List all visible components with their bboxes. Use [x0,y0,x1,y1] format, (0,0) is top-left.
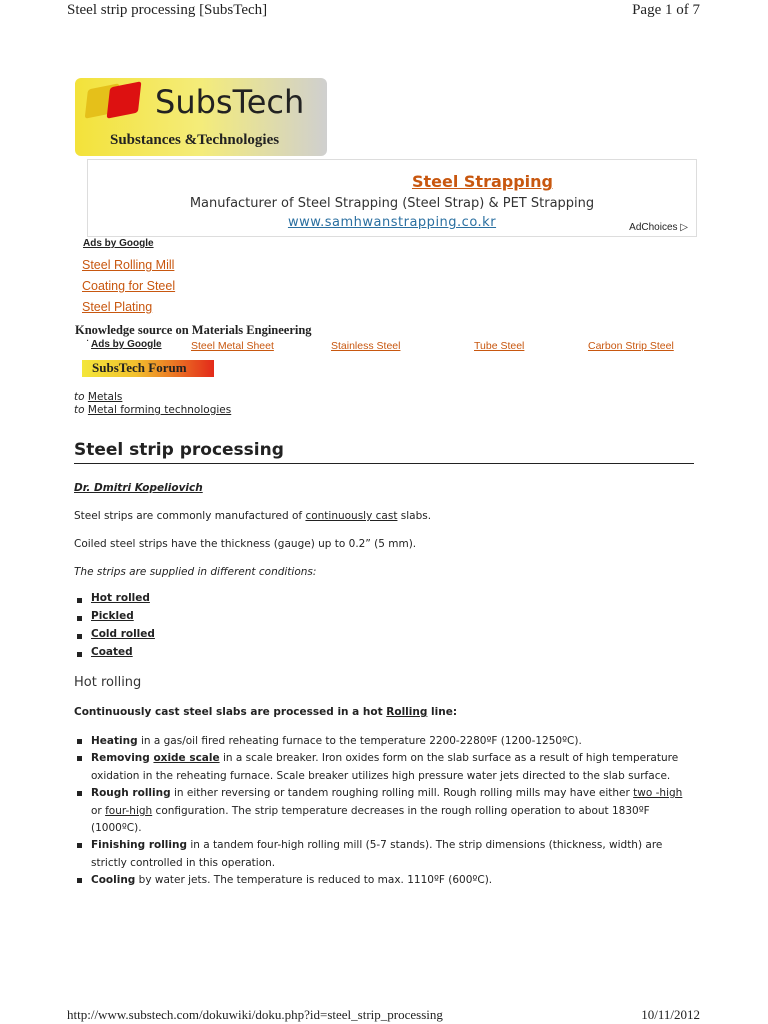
logo-red-square-icon [107,81,142,119]
forum-label: SubsTech Forum [92,360,187,375]
step-term: Finishing rolling [91,839,187,852]
page-title: Steel strip processing [74,440,694,464]
ad-title-link[interactable]: Steel Strapping [411,172,553,191]
list-item [74,628,155,646]
section-heading: Hot rolling [74,675,142,690]
text: in either reversing or tandem roughing rolling mill. Rough rolling mills may have either [170,787,634,800]
breadcrumb [74,404,231,416]
logo-subtitle: Substances &Technologies [110,132,280,148]
four-high-link[interactable]: four-high [105,804,153,817]
text: configuration. The strip temperature decreases in the rough rolling operation to about 1830ºF (1000ºC). [91,804,650,835]
ad-link-steel-plating[interactable]: Steel Plating [82,300,153,314]
author-link[interactable]: Dr. Dmitri Kopeliovich [74,482,203,494]
conditions-list [74,592,155,664]
document-title: Steel strip processing [SubsTech] [67,2,268,18]
list-item [74,592,155,610]
footer-url: http://www.substech.com/dokuwiki/doku.php?id=steel_strip_processing [67,1007,443,1022]
list-item [74,646,155,664]
list-item [74,785,696,837]
step-term: Rough rolling [91,787,171,800]
text: in a scale breaker. Iron oxides form on the slab surface as a result of high temperature oxidation in the reheating furnace. Scale breaker utilizes high pressure water jets directed to the slab surface. [91,752,679,782]
text: Continuously cast steel slabs are processed in a hot [74,706,387,718]
intro-paragraph-1 [74,510,431,522]
lead-paragraph [74,706,457,718]
cold-rolled-link[interactable]: Cold rolled [91,628,155,640]
text: Steel strips are commonly manufactured of [74,510,306,522]
coated-link[interactable]: Coated [91,646,133,658]
step-term: Heating [91,735,138,747]
text: or [91,804,106,817]
list-item [74,837,696,872]
hot-rolled-link[interactable]: Hot rolled [91,592,150,604]
logo-name: SubsTech [155,83,305,121]
text: slabs. [397,510,432,522]
ad-link-tube-steel[interactable]: Tube Steel [474,340,525,352]
ad-link-steel-rolling-mill[interactable]: Steel Rolling Mill [82,258,175,272]
step-term: Removing [91,752,154,765]
continuously-cast-link[interactable]: continuously cast [305,510,398,522]
ad-link-carbon-strip-steel[interactable]: Carbon Strip Steel [588,340,674,352]
ad-link-coating-for-steel[interactable]: Coating for Steel [82,279,176,293]
text: in a gas/oil fired reheating furnace to the temperature 2200-2280ºF (1200-1250ºC). [137,735,582,747]
page-number: Page 1 of 7 [632,2,700,18]
breadcrumb-metal-forming-link[interactable]: Metal forming technologies [87,404,232,416]
ad-link-stainless-steel[interactable]: Stainless Steel [331,340,401,352]
oxide-scale-link[interactable]: oxide scale [153,752,220,765]
list-item [74,872,696,889]
breadcrumb-prefix: to [74,404,85,416]
rolling-link[interactable]: Rolling [386,706,428,718]
list-item [74,610,155,628]
ads-by-google-label[interactable]: Ads by Google [83,238,154,249]
ad-link-steel-metal-sheet[interactable]: Steel Metal Sheet [191,340,274,352]
process-steps-list [74,733,696,890]
ad-description: Manufacturer of Steel Strapping (Steel Strap) & PET Strapping [189,196,595,211]
two-high-link[interactable]: two -high [633,787,683,800]
intro-paragraph-3: The strips are supplied in different conditions: [74,566,317,578]
knowledge-tagline: Knowledge source on Materials Engineering [75,323,312,337]
ads-by-google-label-2[interactable]: Ads by Google [91,339,162,350]
substech-logo[interactable] [75,78,327,156]
adchoices-link[interactable]: AdChoices ▷ [629,222,688,233]
footer-date: 10/11/2012 [641,1007,700,1022]
substech-forum-button[interactable] [82,360,214,377]
breadcrumb-metals-link[interactable]: Metals [87,391,123,403]
step-term: Cooling [91,874,136,887]
text: in a tandem four-high rolling mill (5-7 stands). The strip dimensions (thickness, width) are strictly controlled in this operation. [91,839,663,869]
intro-paragraph-2: Coiled steel strips have the thickness (gauge) up to 0.2” (5 mm). [74,538,417,550]
ad-banner [87,159,697,237]
bullet-dot: · [86,336,90,347]
list-item [74,733,696,750]
breadcrumb-prefix: to [74,391,85,403]
ad-url-link[interactable]: www.samhwanstrapping.co.kr [287,215,497,230]
text: line: [427,706,458,718]
text: by water jets. The temperature is reduced to max. 1110ºF (600ºC). [135,874,493,887]
pickled-link[interactable]: Pickled [91,610,134,622]
breadcrumb [74,391,122,403]
list-item [74,750,696,785]
